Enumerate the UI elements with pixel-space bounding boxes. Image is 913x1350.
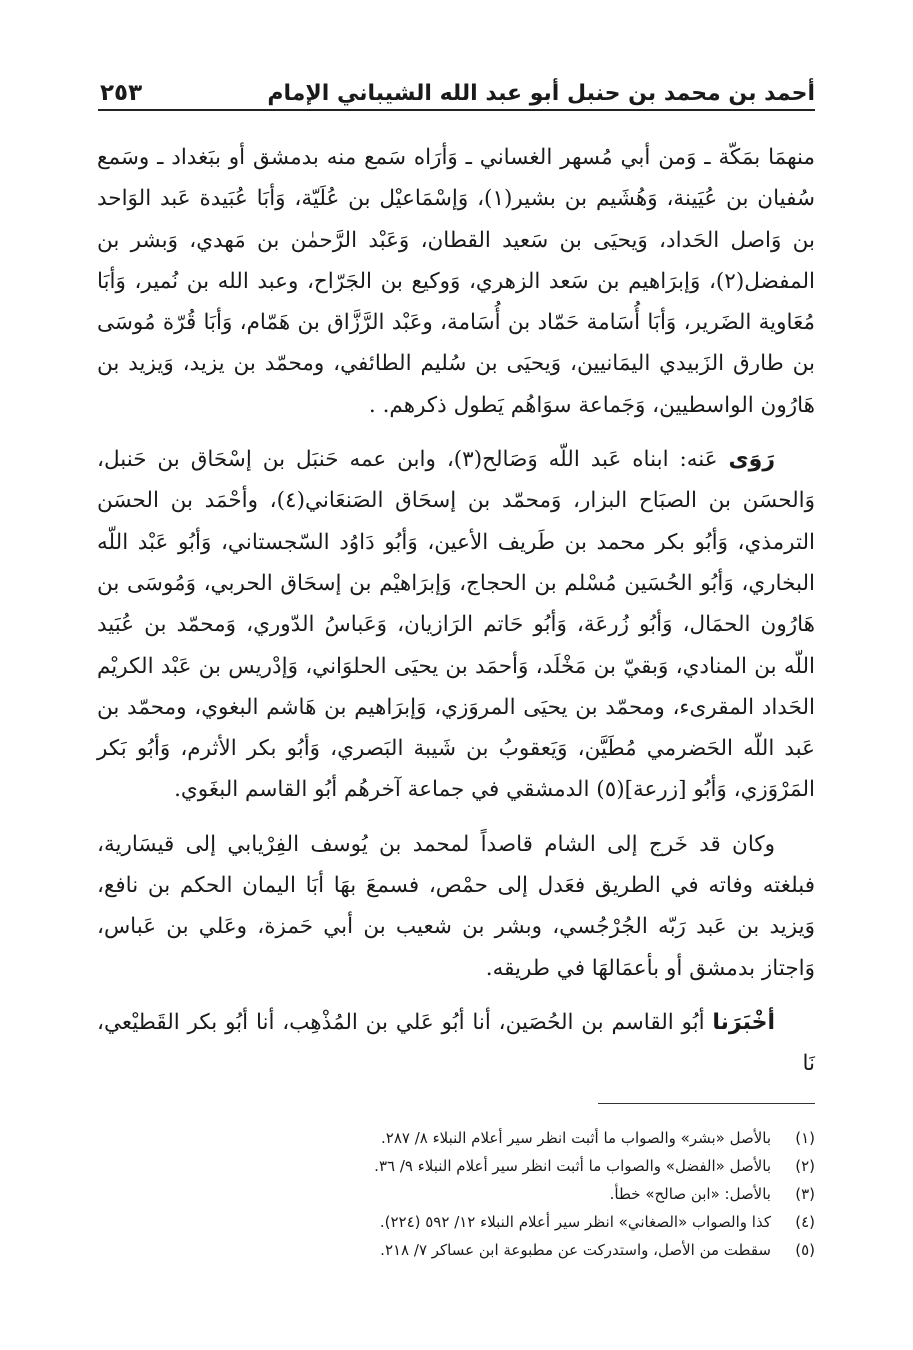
paragraph-journey: وكان قد خَرج إلى الشام قاصداً لمحمد بن يُوسف الفِرْيابي إلى قيسَارية، فبلغته وفاته في الطريق فعَدل إلى حمْص، فسمعَ بهَا أبَا اليمان الحكم بن نافع، وَيزيد بن عَبد رَبّه الجُرْجُسي، وبشر بن شعيب بن أبي حَمزة، وعَلي بن عَباس، وَاجتاز بدمشق أو بأعمَالهَا في طريقه. bbox=[97, 831, 815, 981]
footnote-text: بالأصل «الفضل» والصواب ما أثبت انظر سير أعلام النبلاء ٩/ ٣٦. bbox=[374, 1157, 771, 1175]
running-head bbox=[100, 62, 815, 106]
paragraph-teachers: منهمَا بمَكّة ـ وَمن أبي مُسهر الغساني ـ وَأرَاه سَمع منه بدمشق أو ببَغداد ـ وسَمع سُفيان بن عُيَينة، وَهُشَيم بن بشير(١)، وَإسْمَاعيْل بن عُلَيّة، وَأبَا عُبَيدة عَبد الوَاحد بن وَاصل الحَداد، وَيحيَى بن سَعيد القطان، وَعَبْد الرَّحمٰن بن مَهدي، وَبشر بن المفضل(٢)، وَإبرَاهيم بن سَعد الزهري، وَوكيع بن الجَرّاح، وعبد الله بن نُمير، وَأبَا مُعَاوية الضَرير، وَأبَا أُسَامة حَمّاد بن أُسَامة، وعَبْد الرَّزَّاق بن هَمّام، وَأبَا قُرّة مُوسَى بن طارق الزَبيدي اليمَانيين، وَيحيَى بن سُليم الطائفي، ومحمّد بن يزيد، وَيزيد بن هَارُون الواسطيين، وَجَماعة سوَاهُم يَطول ذكرهم. . bbox=[97, 145, 815, 418]
footnote-number: (٥) bbox=[795, 1241, 815, 1259]
footnote-item bbox=[150, 1152, 815, 1180]
isnad-text: أبُو القاسم بن الحُصَين، أنا أبُو عَلي بن المُذْهِب، أنا أبُو بكر القَطيْعي، نَا bbox=[97, 1009, 815, 1077]
running-title: أحمد بن محمد بن حنبل أبو عبد الله الشيباني الإمام bbox=[267, 81, 815, 106]
isnad-lead-word: أخْبَرَنا bbox=[712, 1009, 775, 1035]
footnote-divider bbox=[598, 1103, 815, 1104]
footnote-item bbox=[150, 1124, 815, 1152]
paragraph-narrators bbox=[97, 439, 815, 811]
footnote-number: (١) bbox=[795, 1129, 815, 1147]
header-divider bbox=[98, 109, 815, 111]
footnote-item bbox=[150, 1180, 815, 1208]
footnotes bbox=[150, 1124, 815, 1264]
footnote-item bbox=[150, 1236, 815, 1264]
page-number: ٢٥٣ bbox=[100, 80, 143, 106]
footnote-item bbox=[150, 1208, 815, 1236]
footnote-text: بالأصل: «ابن صالح» خطأ. bbox=[609, 1185, 771, 1203]
main-text bbox=[97, 137, 815, 1085]
footnote-text: كذا والصواب «الصغاني» انظر سير أعلام النبلاء ١٢/ ٥٩٢ (٢٢٤). bbox=[379, 1213, 771, 1231]
footnote-number: (٣) bbox=[795, 1185, 815, 1203]
narrators-text: عَنه: ابناه عَبد اللّه وَصَالح(٣)، وابن عمه حَنبَل بن إسْحَاق بن حَنبل، وَالحسَن بن الصبَاح البزار، وَمحمّد بن إسحَاق الصَنعَاني(٤)، وأحْمَد بن الحسَن الترمذي، وَأبُو بكر محمد بن طَريف الأعين، وَأبُو دَاوُد السّجستاني، وَأبُو عَبْد اللّه البخاري، وَأبُو الحُسَين مُسْلم بن الحجاج، وَإبرَاهيْم بن إسحَاق الحربي، وَمُوسَى بن هَارُون الحمَال، وَأبُو زُرعَة، وَأبُو حَاتم الرَازيان، وَعَباسُ الدّوري، وَمحمّد بن عُبَيد اللّه بن المنادي، وَبقيّ بن مَخْلَد، وَأحمَد بن يحيَى الحلوَاني، وَإدْريس بن عَبْد الكريْم الحَداد المقرىء، ومحمّد بن يحيَى المروَزي، وَإبرَاهيم بن هَاشم البغوي، ومحمّد بن عَبد اللّه الحَضرمي مُطَيَّن، وَيَعقوبُ بن شَيبة البَصري، وَأبُو بكر الأثرم، وَأبُو بَكر المَرْوَزي، وَأبُو [زرعة](٥) الدمشقي في جماعة آخرهُم أبُو القاسم البغَوي. bbox=[97, 447, 815, 803]
footnote-number: (٢) bbox=[795, 1157, 815, 1175]
footnote-text: بالأصل «بشر» والصواب ما أثبت انظر سير أعلام النبلاء ٨/ ٢٨٧. bbox=[380, 1129, 771, 1147]
footnote-number: (٤) bbox=[795, 1213, 815, 1231]
narrated-lead-word: رَوَى bbox=[728, 447, 776, 473]
paragraph-isnad bbox=[97, 1002, 815, 1085]
footnote-text: سقطت من الأصل، واستدركت عن مطبوعة ابن عساكر ٧/ ٢١٨. bbox=[380, 1241, 771, 1259]
